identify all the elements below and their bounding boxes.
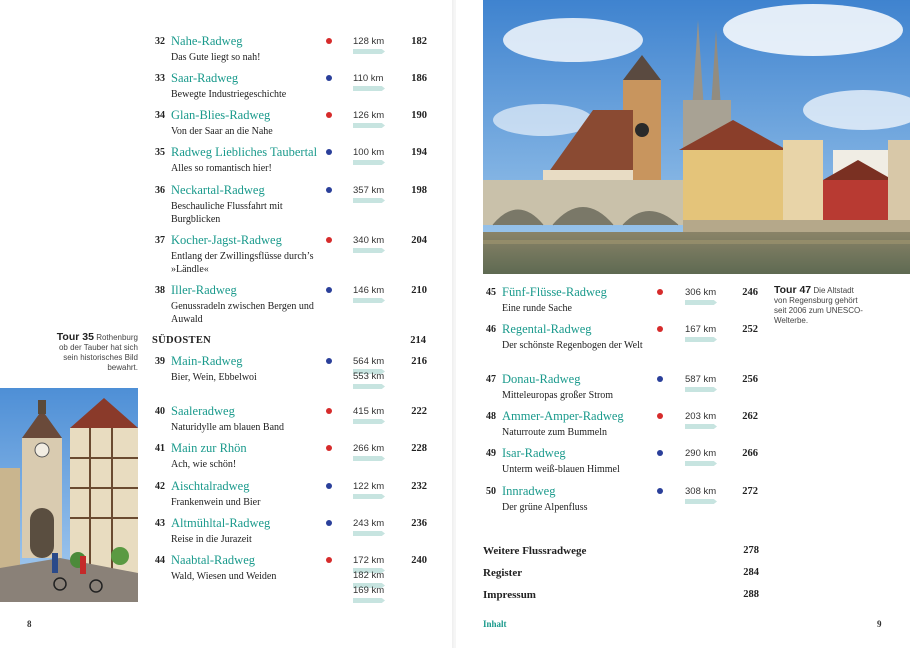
distance-arrow: [353, 198, 385, 203]
tour-number: 33: [155, 73, 165, 84]
route-subtitle: Ach, wie schön!: [171, 459, 237, 470]
page-number-right: 9: [877, 619, 882, 629]
distance-arrow: [353, 494, 385, 499]
route-distance: 122 km: [353, 481, 385, 492]
toc-entry[interactable]: [143, 233, 443, 275]
page-reference: 186: [411, 73, 427, 84]
route-distance: 290 km: [685, 448, 717, 459]
route-subtitle: Der grüne Alpenfluss: [502, 502, 588, 513]
toc-entry[interactable]: [143, 479, 443, 509]
route-subtitle: Eine runde Sache: [502, 303, 572, 314]
route-difficulty-dot: [326, 520, 332, 526]
tour-number: 34: [155, 110, 165, 121]
page-reference: 216: [411, 356, 427, 367]
route-difficulty-dot: [657, 488, 663, 494]
page-reference: 198: [411, 185, 427, 196]
route-title: Nahe-Radweg: [171, 34, 243, 48]
route-title: Ammer-Amper-Radweg: [502, 409, 624, 423]
page-reference: 222: [411, 406, 427, 417]
toc-entry[interactable]: [143, 183, 443, 225]
route-subtitle: Beschauliche Flussfahrt mit Burgblicken: [171, 201, 283, 225]
tour-number: 39: [155, 356, 165, 367]
route-title: Iller-Radweg: [171, 283, 237, 297]
distance-arrow: [353, 49, 385, 54]
distance-arrow: [685, 424, 717, 429]
tour-number: 42: [155, 481, 165, 492]
tour-number: 44: [155, 555, 165, 566]
route-distance-alt: 169 km: [353, 585, 385, 596]
route-distance: 167 km: [685, 324, 717, 335]
route-difficulty-dot: [326, 237, 332, 243]
route-title: Donau-Radweg: [502, 372, 581, 386]
page-reference: 232: [411, 481, 427, 492]
route-title: Naabtal-Radweg: [171, 553, 255, 567]
route-title: Fünf-Flüsse-Radweg: [502, 285, 607, 299]
route-difficulty-dot: [326, 38, 332, 44]
route-distance: 587 km: [685, 374, 717, 385]
section-heading: SÜDOSTEN: [152, 335, 212, 346]
route-difficulty-dot: [326, 187, 332, 193]
route-distance: 243 km: [353, 518, 385, 529]
page-reference: 256: [742, 374, 758, 385]
toc-entry[interactable]: [474, 372, 774, 402]
distance-arrow: [353, 419, 385, 424]
toc-entry[interactable]: [143, 145, 443, 175]
distance-arrow: [685, 300, 717, 305]
route-title: Regental-Radweg: [502, 322, 592, 336]
toc-entry[interactable]: [143, 71, 443, 101]
page-reference: 236: [411, 518, 427, 529]
tour-number: 40: [155, 406, 165, 417]
route-subtitle: Der schönste Regenbogen der Welt: [502, 340, 643, 351]
toc-entry[interactable]: [143, 516, 443, 546]
toc-entry[interactable]: [474, 409, 774, 439]
toc-entry[interactable]: [143, 283, 443, 325]
route-subtitle: Frankenwein und Bier: [171, 497, 261, 508]
route-difficulty-dot: [657, 413, 663, 419]
route-distance: 306 km: [685, 287, 717, 298]
route-title: Saar-Radweg: [171, 71, 239, 85]
route-title: Glan-Blies-Radweg: [171, 108, 271, 122]
page-reference: 210: [411, 285, 427, 296]
page-reference: 252: [742, 324, 758, 335]
route-distance: 126 km: [353, 110, 385, 121]
tour-number: 36: [155, 185, 165, 196]
page-reference: 240: [411, 555, 427, 566]
route-difficulty-dot: [326, 287, 332, 293]
route-difficulty-dot: [326, 112, 332, 118]
route-distance-alt: 182 km: [353, 570, 385, 581]
route-distance: 357 km: [353, 185, 385, 196]
route-title: Kocher-Jagst-Radweg: [171, 233, 282, 247]
route-subtitle: Naturidylle am blauen Band: [171, 422, 285, 433]
route-title: Neckartal-Radweg: [171, 183, 265, 197]
appendix-page: 278: [743, 545, 759, 556]
route-difficulty-dot: [657, 289, 663, 295]
page-reference: 190: [411, 110, 427, 121]
section-page: 214: [410, 335, 426, 346]
distance-arrow: [353, 298, 385, 303]
route-distance-alt: 553 km: [353, 371, 385, 382]
tour-number: 38: [155, 285, 165, 296]
distance-arrow: [685, 387, 717, 392]
route-distance: 564 km: [353, 356, 385, 367]
rothenburg-photo: [0, 388, 138, 602]
tour-number: 37: [155, 235, 165, 246]
toc-entry[interactable]: [143, 553, 443, 596]
photo-caption-right: Tour 47 Die Altstadt von Regensburg gehört seit 2006 zum UNESCO- Welterbe.: [774, 284, 863, 325]
route-difficulty-dot: [657, 450, 663, 456]
distance-arrow: [353, 456, 385, 461]
page-reference: 262: [742, 411, 758, 422]
route-subtitle: Wald, Wiesen und Weiden: [171, 571, 277, 582]
toc-entry[interactable]: [474, 484, 774, 514]
route-difficulty-dot: [326, 149, 332, 155]
distance-arrow: [353, 531, 385, 536]
route-difficulty-dot: [326, 408, 332, 414]
distance-arrow: [353, 384, 385, 389]
page-number-left: 8: [27, 619, 32, 629]
photo-caption-left: Tour 35 Rothenburg ob der Tauber hat sich sein historisches Bild bewahrt.: [56, 331, 138, 372]
toc-entry[interactable]: [143, 441, 443, 471]
appendix-page: 288: [743, 589, 759, 600]
tour-number: 32: [155, 36, 165, 47]
route-difficulty-dot: [326, 358, 332, 364]
distance-arrow: [353, 248, 385, 253]
page-reference: 228: [411, 443, 427, 454]
distance-arrow: [685, 461, 717, 466]
route-subtitle: Genussradeln zwischen Bergen und Auwald: [171, 301, 314, 325]
distance-arrow: [685, 499, 717, 504]
route-distance: 100 km: [353, 147, 385, 158]
route-distance: 415 km: [353, 406, 385, 417]
route-difficulty-dot: [326, 557, 332, 563]
route-distance: 266 km: [353, 443, 385, 454]
route-subtitle: Mitteleuropas großer Strom: [502, 390, 614, 401]
route-subtitle: Alles so romantisch hier!: [171, 163, 272, 174]
route-title: Altmühltal-Radweg: [171, 516, 271, 530]
toc-entry[interactable]: [143, 404, 443, 434]
route-title: Main zur Rhön: [171, 441, 247, 455]
route-title: Main-Radweg: [171, 354, 243, 368]
route-subtitle: Von der Saar an die Nahe: [171, 126, 273, 137]
appendix-entry[interactable]: Impressum: [483, 589, 536, 601]
tour-number: 48: [486, 411, 496, 422]
page-reference: 194: [411, 147, 427, 158]
distance-arrow: [353, 160, 385, 165]
left-page: [0, 0, 454, 648]
tour-number: 43: [155, 518, 165, 529]
appendix-entry[interactable]: Register: [483, 567, 523, 579]
toc-entry[interactable]: [143, 34, 443, 64]
tour-number: 46: [486, 324, 496, 335]
toc-entry[interactable]: [143, 108, 443, 138]
route-title: Innradweg: [502, 484, 556, 498]
tour-number: 50: [486, 486, 496, 497]
route-difficulty-dot: [326, 75, 332, 81]
toc-entry[interactable]: [143, 354, 443, 384]
distance-arrow: [353, 123, 385, 128]
page-reference: 266: [742, 448, 758, 459]
route-subtitle: Das Gute liegt so nah!: [171, 52, 261, 63]
route-title: Saaleradweg: [171, 404, 235, 418]
route-difficulty-dot: [657, 326, 663, 332]
route-distance: 172 km: [353, 555, 385, 566]
distance-arrow: [353, 86, 385, 91]
route-difficulty-dot: [326, 445, 332, 451]
tour-number: 45: [486, 287, 496, 298]
page-reference: 246: [742, 287, 758, 298]
tour-number: 35: [155, 147, 165, 158]
route-difficulty-dot: [657, 376, 663, 382]
route-title: Isar-Radweg: [502, 446, 566, 460]
toc-entry[interactable]: [474, 322, 774, 352]
route-difficulty-dot: [326, 483, 332, 489]
route-title: Aischtalradweg: [171, 479, 250, 493]
toc-entry[interactable]: [474, 446, 774, 476]
route-distance: 110 km: [353, 73, 384, 84]
route-distance: 146 km: [353, 285, 385, 296]
route-subtitle: Bewegte Industriegeschichte: [171, 89, 287, 100]
page-reference: 182: [411, 36, 427, 47]
tour-number: 49: [486, 448, 496, 459]
right-page: [456, 0, 910, 648]
appendix-entry[interactable]: Weitere Flussradwege: [483, 545, 587, 557]
route-title: Radweg Liebliches Taubertal: [171, 145, 318, 159]
route-distance: 203 km: [685, 411, 717, 422]
route-subtitle: Unterm weiß-blauen Himmel: [502, 464, 620, 475]
route-subtitle: Reise in die Jurazeit: [171, 534, 252, 545]
appendix-page: 284: [743, 567, 759, 578]
route-distance: 340 km: [353, 235, 385, 246]
footer-section-label: Inhalt: [483, 619, 507, 629]
route-subtitle: Naturroute zum Bummeln: [502, 427, 607, 438]
page-reference: 204: [411, 235, 427, 246]
tour-number: 41: [155, 443, 165, 454]
page-reference: 272: [742, 486, 758, 497]
tour-number: 47: [486, 374, 496, 385]
route-distance: 128 km: [353, 36, 385, 47]
toc-entry[interactable]: [474, 285, 774, 315]
route-subtitle: Bier, Wein, Ebbelwoi: [171, 372, 257, 383]
route-subtitle: Entlang der Zwillingsflüsse durch’s »Ländle«: [171, 251, 314, 275]
distance-arrow: [685, 337, 717, 342]
route-distance: 308 km: [685, 486, 717, 497]
regensburg-photo: [483, 0, 910, 274]
distance-arrow: [353, 598, 385, 603]
